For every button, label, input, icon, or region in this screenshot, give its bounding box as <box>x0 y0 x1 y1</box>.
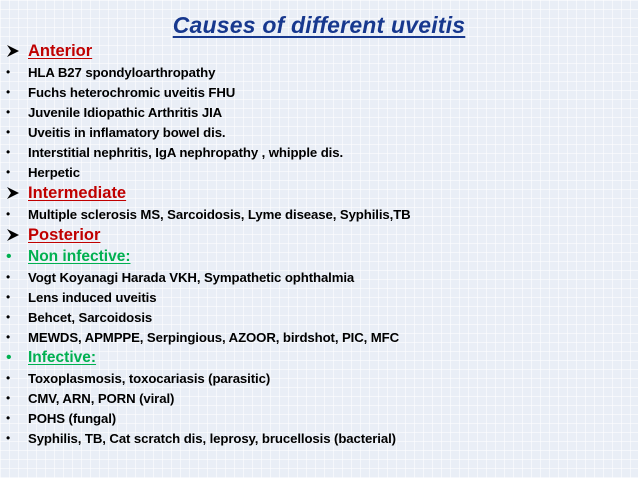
list-item-text: Toxoplasmosis, toxocariasis (parasitic) <box>28 370 271 386</box>
bullet-dot-icon: • <box>6 391 11 405</box>
list-item <box>6 142 411 162</box>
bullet-dot-icon: • <box>6 330 11 344</box>
list-item-text: Herpetic <box>28 164 80 180</box>
arrow-bullet-icon <box>6 228 28 242</box>
bullet-dot-icon: • <box>6 431 11 445</box>
bullet-dot-icon: • <box>6 145 11 159</box>
bullet-dot-icon: • <box>6 411 11 425</box>
section-heading-text: Infective: <box>28 348 97 366</box>
list-item <box>6 287 411 307</box>
bullet-dot-icon: • <box>6 310 11 324</box>
section-heading <box>6 224 411 246</box>
bullet-dot-icon: • <box>6 125 11 139</box>
list-item <box>6 388 411 408</box>
list-item <box>6 82 411 102</box>
list-item-text: Interstitial nephritis, IgA nephropathy , whipple dis. <box>28 144 344 160</box>
section-heading-text: Intermediate <box>28 183 127 202</box>
section-heading <box>6 40 411 62</box>
list-item <box>6 267 411 287</box>
section-heading <box>6 347 411 368</box>
list-item <box>6 204 411 224</box>
bullet-dot-icon: • <box>6 290 11 304</box>
list-item-text: Juvenile Idiopathic Arthritis JIA <box>28 104 223 120</box>
slide-title: Causes of different uveitis <box>172 12 466 38</box>
list-item-text: Syphilis, TB, Cat scratch dis, leprosy, brucellosis (bacterial) <box>28 430 396 446</box>
causes-list <box>6 40 411 448</box>
section-heading-text: Posterior <box>28 225 101 244</box>
list-item-text: Fuchs heterochromic uveitis FHU <box>28 84 236 100</box>
list-item <box>6 162 411 182</box>
list-item-text: HLA B27 spondyloarthropathy <box>28 64 216 80</box>
arrow-bullet-icon <box>6 44 28 58</box>
section-heading <box>6 182 411 204</box>
bullet-dot-icon: • <box>6 348 12 366</box>
list-item-text: Uveitis in inflamatory bowel dis. <box>28 124 226 140</box>
bullet-dot-icon: • <box>6 105 11 119</box>
section-heading-text: Anterior <box>28 41 93 60</box>
arrow-bullet-icon <box>6 186 28 200</box>
list-item <box>6 368 411 388</box>
bullet-dot-icon: • <box>6 65 11 79</box>
list-item-text: Vogt Koyanagi Harada VKH, Sympathetic ophthalmia <box>28 269 355 285</box>
list-item-text: POHS (fungal) <box>28 410 117 426</box>
bullet-dot-icon: • <box>6 165 11 179</box>
bullet-dot-icon: • <box>6 85 11 99</box>
list-item <box>6 408 411 428</box>
list-item <box>6 62 411 82</box>
list-item <box>6 307 411 327</box>
list-item <box>6 102 411 122</box>
list-item-text: MEWDS, APMPPE, Serpingious, AZOOR, birdshot, PIC, MFC <box>28 329 400 345</box>
bullet-dot-icon: • <box>6 247 12 265</box>
list-item-text: Multiple sclerosis MS, Sarcoidosis, Lyme disease, Syphilis,TB <box>28 206 411 222</box>
bullet-dot-icon: • <box>6 270 11 284</box>
list-item <box>6 122 411 142</box>
list-item <box>6 327 411 347</box>
list-item-text: Lens induced uveitis <box>28 289 157 305</box>
list-item <box>6 428 411 448</box>
list-item-text: Behcet, Sarcoidosis <box>28 309 153 325</box>
bullet-dot-icon: • <box>6 371 11 385</box>
section-heading <box>6 246 411 267</box>
list-item-text: CMV, ARN, PORN (viral) <box>28 390 175 406</box>
section-heading-text: Non infective: <box>28 247 131 265</box>
bullet-dot-icon: • <box>6 207 11 221</box>
